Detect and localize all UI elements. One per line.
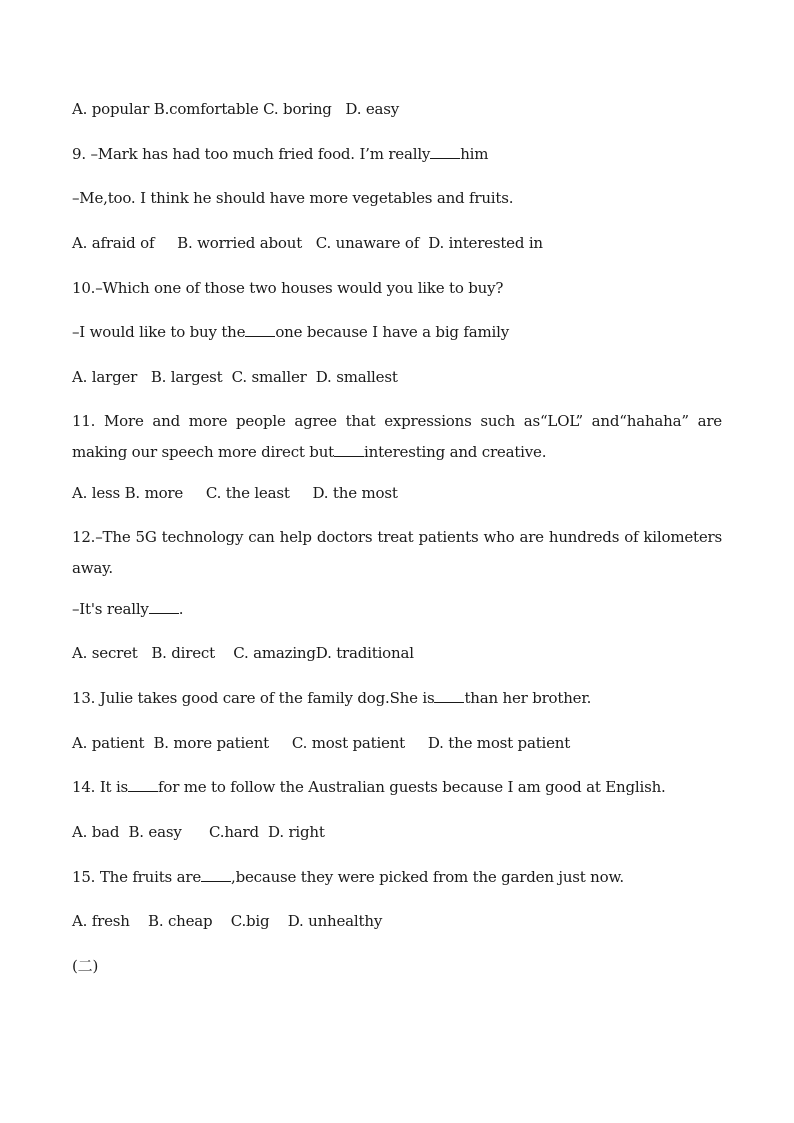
q15-question: 15. The fruits are ,because they were picked from the garden just now.: [72, 867, 624, 886]
document-page: [72, 98, 722, 1000]
answer-blank: [434, 688, 464, 703]
q15-options: A. fresh B. cheap C.big D. unhealthy: [72, 912, 383, 931]
answer-blank: [128, 777, 158, 792]
q13-question: 13. Julie takes good care of the family dog.She is than her brother.: [72, 688, 592, 707]
q12-response: –It's really .: [72, 599, 184, 618]
q13-options: A. patient B. more patient C. most patient D. the most patient: [72, 733, 571, 752]
answer-blank: [149, 599, 179, 614]
q14-options: A. bad B. easy C.hard D. right: [72, 822, 325, 841]
q10-question: 10.–Which one of those two houses would you like to buy?: [72, 278, 504, 297]
answer-blank: [430, 144, 460, 159]
section-heading: (二): [72, 957, 99, 975]
q9-response: –Me,too. I think he should have more vegetables and fruits.: [72, 189, 514, 208]
q14-question: 14. It is for me to follow the Australian guests because I am good at English.: [72, 778, 666, 797]
q9-question: 9. –Mark has had too much fried food. I’m really him: [72, 144, 489, 163]
q9-options: A. afraid of B. worried about C. unaware of D. interested in: [72, 234, 543, 253]
q10-response: –I would like to buy the one because I have a big family: [72, 323, 509, 342]
q11-question: 11. More and more people agree that expressions such as“LOL” and“hahaha” are making our speech more direct but interesting and creative.: [72, 412, 722, 462]
q11-options: A. less B. more C. the least D. the most: [72, 483, 398, 502]
q10-options: A. larger B. largest C. smaller D. smallest: [72, 368, 398, 387]
answer-blank: [245, 322, 275, 337]
answer-blank: [201, 867, 231, 882]
q12-options: A. secret B. direct C. amazingD. traditional: [72, 644, 414, 663]
q8-options: A. popular B.comfortable C. boring D. easy: [72, 100, 400, 118]
answer-blank: [334, 442, 364, 457]
q12-question: 12.–The 5G technology can help doctors treat patients who are hundreds of kilometers away.: [72, 528, 722, 577]
